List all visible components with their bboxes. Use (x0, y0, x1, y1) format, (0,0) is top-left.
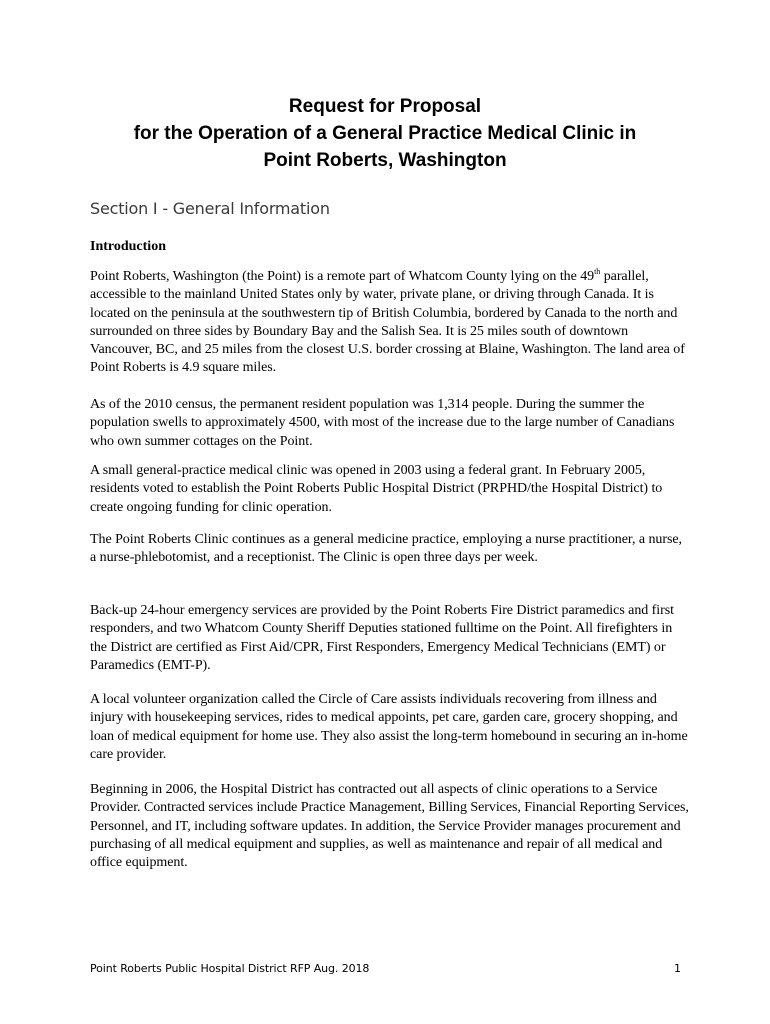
document-title-line-3: Point Roberts, Washington (263, 150, 507, 171)
document-title-line-2: for the Operation of a General Practice Medical Clinic in (133, 123, 637, 144)
paragraph-clinic-history: A small general-practice medical clinic was opened in 2003 using a federal grant. In February 2005, residents voted to establish the Point Roberts Public Hospital District (PRPHD/the Hospital District) to create ongoing funding for clinic operation. (90, 463, 663, 515)
paragraph-service-provider: Beginning in 2006, the Hospital District has contracted out all aspects of clinic operations to a Service Provider. Contracted services include Practice Management, Billing Services, Financial Reporting Services, Personnel, and IT, including software updates. In addition, the Service Provider manages procurement and purchasing of all medical equipment and supplies, as well as maintenance and repair of all medical and office equipment. (90, 782, 689, 871)
paragraph-population: As of the 2010 census, the permanent resident population was 1,314 people. During the summer the population swells to approximately 4500, with most of the increase due to the large number of Canadians who own summer cottages on the Point. (90, 397, 675, 449)
introduction-heading: Introduction (90, 239, 166, 254)
document-title-line-1: Request for Proposal (288, 96, 482, 117)
paragraph-location-text-a: Point Roberts, Washington (the Point) is a remote part of Whatcom County lying on the 49 (90, 269, 595, 284)
section-heading: Section I - General Information (90, 199, 330, 218)
paragraph-location-text-b: parallel, accessible to the mainland United States only by water, private plane, or driving through Canada. It is located on the peninsula at the southwestern tip of British Columbia, bordered by Canada to the north and surrounded on three sides by Boundary Bay and the Salish Sea. It is 25 miles south of downtown Vancouver, BC, and 25 miles from the closest U.S. border crossing at Blaine, Washington. The land area of Point Roberts is 4.9 square miles. (90, 269, 685, 376)
paragraph-clinic-staff: The Point Roberts Clinic continues as a general medicine practice, employing a nurse practitioner, a nurse, a nurse-phlebotomist, and a receptionist. The Clinic is open three days per week. (90, 532, 683, 566)
page-number: 1 (674, 962, 681, 975)
paragraph-location (90, 268, 690, 378)
paragraph-circle-of-care: A local volunteer organization called the Circle of Care assists individuals recovering from illness and injury with housekeeping services, rides to medical appoints, pet care, garden care, grocery shopping, and loan of medical equipment for home use. They also assist the long-term homebound in securing an in-home care provider. (90, 692, 688, 762)
ordinal-superscript: th (594, 267, 601, 276)
paragraph-emergency-services: Back-up 24-hour emergency services are provided by the Point Roberts Fire District paramedics and first responders, and two Whatcom County Sheriff Deputies stationed fulltime on the Point. All firefighters in the District are certified as First Aid/CPR, First Responders, Emergency Medical Technicians (EMT) or Paramedics (EMT-P). (90, 603, 674, 673)
footer-text: Point Roberts Public Hospital District RFP Aug. 2018 (90, 962, 370, 975)
